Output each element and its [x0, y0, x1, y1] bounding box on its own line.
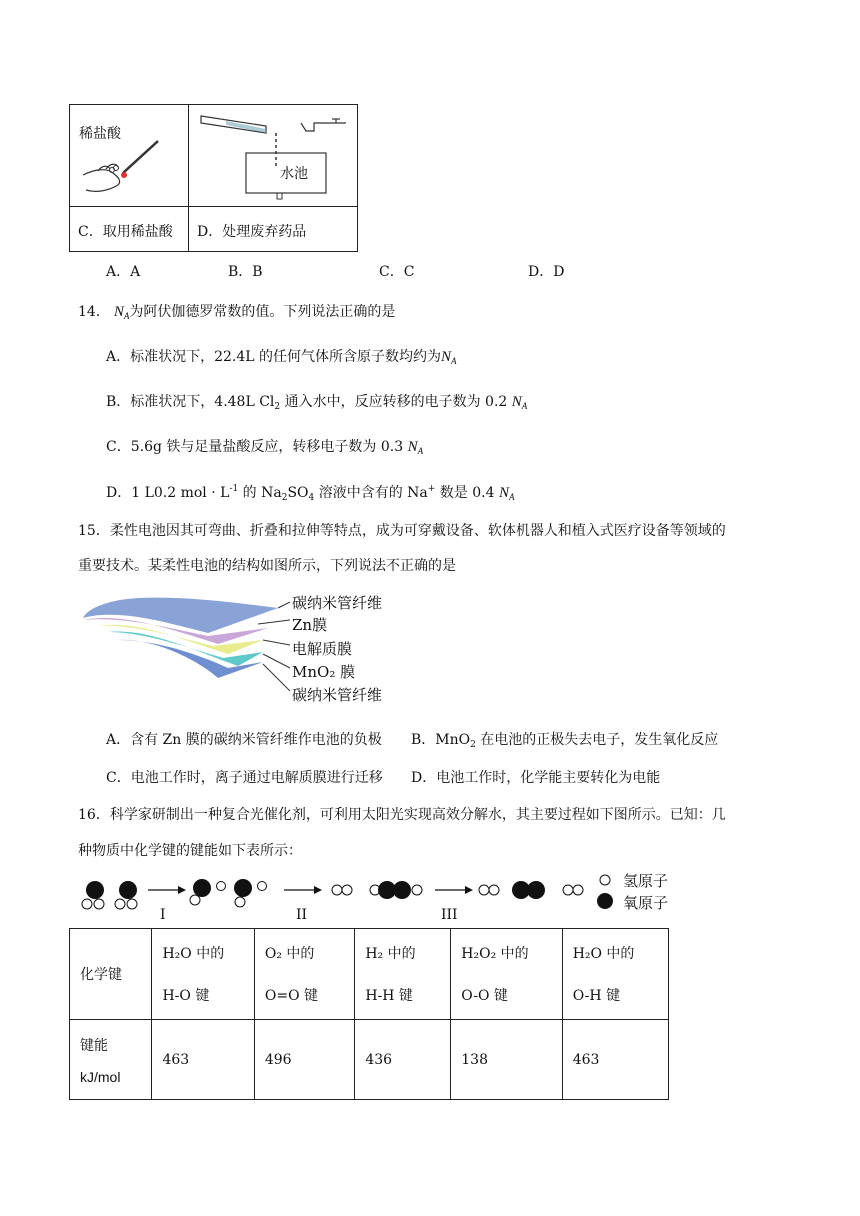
step-label-1: I	[160, 907, 166, 923]
q13-option-d: D．D	[528, 264, 565, 280]
q16-stem-line2: 种物质中化学键的键能如下表所示：	[78, 843, 302, 859]
table-cell-value: 436	[355, 1020, 451, 1100]
q15-stem-line2: 重要技术。某柔性电池的结构如图所示，下列说法不正确的是	[78, 558, 456, 574]
legend-hydrogen-atom: 氢原子	[623, 872, 669, 890]
caption-d: D．处理废弃药品	[197, 224, 307, 240]
layer-label-cnt-top: 碳纳米管纤维	[292, 594, 383, 612]
layer-label-zn: Zn膜	[292, 616, 328, 634]
table-row-energy-label: 键能 kJ/mol	[70, 1020, 152, 1100]
q13-figure-table	[69, 104, 358, 252]
table-cell-value: 463	[562, 1020, 668, 1100]
table-col-header: H₂O₂ 中的 O-O 键	[451, 929, 562, 1020]
q15-stem-line1: 15．柔性电池因其可弯曲、折叠和拉伸等特点，成为可穿戴设备、软体机器人和植入式医疗设备等领域的	[78, 523, 726, 539]
table-col-header: H₂O 中的 O-H 键	[562, 929, 668, 1020]
q15-option-c: C．电池工作时，离子通过电解质膜进行迁移	[106, 770, 383, 786]
q15-option-a: A．含有 Zn 膜的碳纳米管纤维作电池的负极	[106, 732, 382, 748]
step-label-2: II	[296, 907, 308, 923]
q13-option-b: B．B	[228, 264, 263, 280]
q16-stem-line1: 16．科学家研制出一种复合光催化剂，可利用太阳光实现高效分解水，其主要过程如下图所示。已知：几	[78, 807, 726, 823]
q13-cell-divider-v	[188, 105, 189, 251]
water-basin-label: 水池	[280, 166, 308, 182]
table-row-header-label: 化学键	[70, 929, 152, 1020]
step-label-3: III	[441, 907, 458, 923]
caption-c: C．取用稀盐酸	[78, 224, 173, 240]
avogadro-symbol: $N_A$	[113, 304, 130, 321]
table-col-header: H₂O 中的 H-O 键	[152, 929, 254, 1020]
table-cell-value: 138	[451, 1020, 562, 1100]
waste-disposal-illustration	[196, 111, 356, 201]
q14-stem	[78, 301, 395, 321]
layer-label-electrolyte: 电解质膜	[292, 640, 353, 658]
q15-option-b: B．MnO$_2$ 在电池的正极失去电子，发生氧化反应	[411, 732, 719, 750]
layer-label-mno2: MnO₂ 膜	[292, 663, 356, 681]
layer-label-cnt-bottom: 碳纳米管纤维	[292, 686, 383, 704]
dilute-hcl-label: 稀盐酸	[79, 126, 121, 142]
q14-option-b: B．标准状况下，4.48L $Cl_2$ 通入水中，反应转移的电子数为 0.2 $N_A$	[106, 394, 528, 412]
table-cell-value: 496	[254, 1020, 354, 1100]
bond-energy-table	[69, 928, 669, 1100]
q15-option-d: D．电池工作时，化学能主要转化为电能	[411, 770, 661, 786]
q14-number: 14．	[78, 304, 110, 320]
q13-option-c: C．C	[379, 264, 415, 280]
table-cell-value: 463	[152, 1020, 254, 1100]
dropper-hand-illustration	[78, 135, 178, 205]
legend-oxygen-atom: 氧原子	[623, 894, 669, 912]
q14-option-a: A．标准状况下，22.4L 的任何气体所含原子数均约为$N_A$	[106, 349, 457, 366]
q14-option-d: D．1 L0.2 mol · $L^{-1}$ 的 $Na_2SO_4$ 溶液中含有的 Na+ 数是 0.4 $N_A$	[106, 484, 515, 503]
q14-option-c: C．5.6g 铁与足量盐酸反应，转移电子数为 0.3 $N_A$	[106, 439, 424, 456]
table-col-header: O₂ 中的 O=O 键	[254, 929, 354, 1020]
table-col-header: H₂ 中的 H-H 键	[355, 929, 451, 1020]
q14-stem-text: 为阿伏伽德罗常数的值。下列说法正确的是	[129, 304, 396, 320]
q13-cell-divider-h	[70, 206, 357, 207]
q13-option-a: A．A	[106, 264, 141, 280]
